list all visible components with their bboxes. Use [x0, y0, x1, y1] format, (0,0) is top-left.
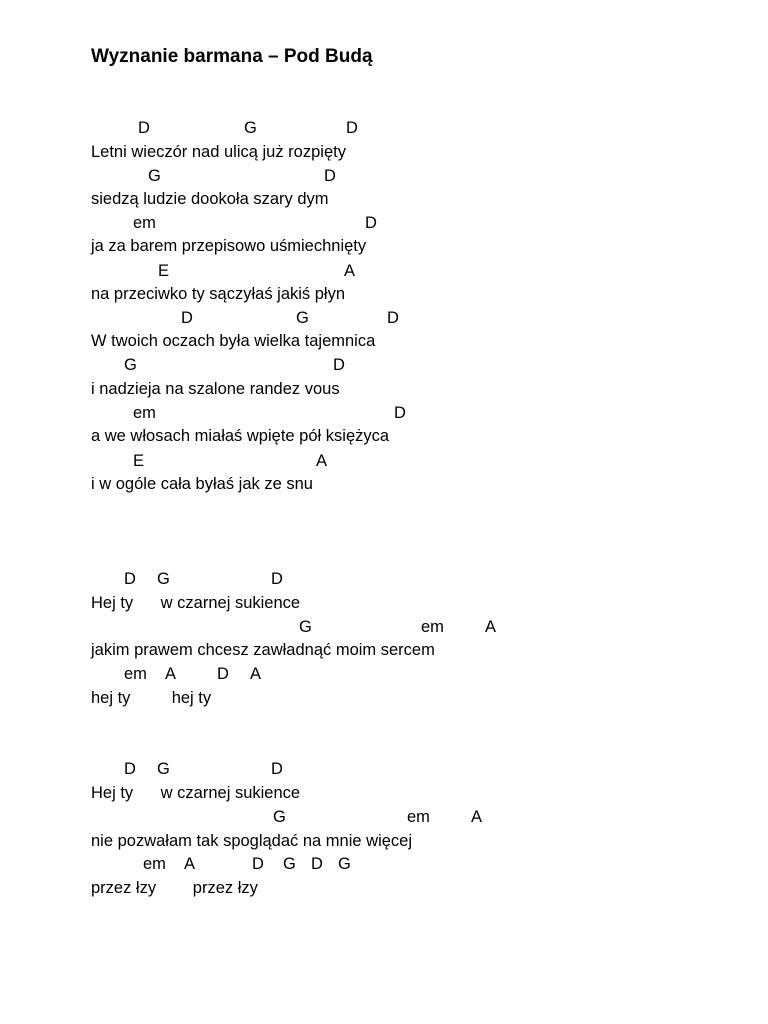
lyric-line: i nadzieja na szalone randez vous — [91, 380, 340, 398]
lyric-line: nie pozwałam tak spoglądać na mnie więcej — [91, 832, 413, 850]
chord: G — [299, 618, 312, 636]
chord: E — [133, 452, 145, 470]
lyric-line: hej ty hej ty — [91, 689, 212, 707]
chord: em — [143, 855, 166, 873]
chord: D — [138, 119, 150, 137]
lyric-line: a we włosach miałaś wpięte pół księżyca — [91, 427, 390, 445]
chord: A — [485, 618, 497, 636]
lyric-line: na przeciwko ty sączyłaś jakiś płyn — [91, 285, 346, 303]
lyric-line: Hej ty w czarnej sukience — [91, 594, 301, 612]
chord: G — [157, 570, 170, 588]
chord: G — [124, 356, 137, 374]
chord: D — [181, 309, 193, 327]
lyric-line: Letni wieczór nad ulicą już rozpięty — [91, 143, 346, 161]
chord: em — [133, 404, 156, 422]
lyric-line: ja za barem przepisowo uśmiechnięty — [91, 237, 367, 255]
chord: D — [311, 855, 323, 873]
chord: em — [133, 214, 156, 232]
chord: D — [271, 570, 283, 588]
chord: D — [324, 167, 336, 185]
song-title: Wyznanie barmana – Pod Budą — [91, 46, 373, 67]
chord: D — [217, 665, 229, 683]
chord: em — [124, 665, 147, 683]
chord: D — [333, 356, 345, 374]
lyric-line: Hej ty w czarnej sukience — [91, 784, 301, 802]
lyric-line: przez łzy przez łzy — [91, 879, 258, 897]
chord: D — [346, 119, 358, 137]
chord: E — [158, 262, 170, 280]
chord: D — [387, 309, 399, 327]
chord: G — [148, 167, 161, 185]
chord: A — [250, 665, 262, 683]
chord: D — [124, 760, 136, 778]
chord: D — [271, 760, 283, 778]
lyric-line: siedzą ludzie dookoła szary dym — [91, 190, 329, 208]
lyric-line: i w ogóle cała byłaś jak ze snu — [91, 475, 313, 493]
chord: G — [157, 760, 170, 778]
chord: G — [296, 309, 309, 327]
chord: A — [471, 808, 483, 826]
chord: G — [283, 855, 296, 873]
chord: A — [344, 262, 356, 280]
chord: D — [394, 404, 406, 422]
chord: A — [165, 665, 177, 683]
chord: D — [252, 855, 264, 873]
chord: em — [421, 618, 444, 636]
lyric-line: W twoich oczach była wielka tajemnica — [91, 332, 376, 350]
chord: G — [338, 855, 351, 873]
lyric-line: jakim prawem chcesz zawładnąć moim sercem — [91, 641, 435, 659]
chord: G — [273, 808, 286, 826]
chord: em — [407, 808, 430, 826]
chord: D — [365, 214, 377, 232]
chord: A — [316, 452, 328, 470]
chord: D — [124, 570, 136, 588]
chord: A — [184, 855, 196, 873]
chord: G — [244, 119, 257, 137]
